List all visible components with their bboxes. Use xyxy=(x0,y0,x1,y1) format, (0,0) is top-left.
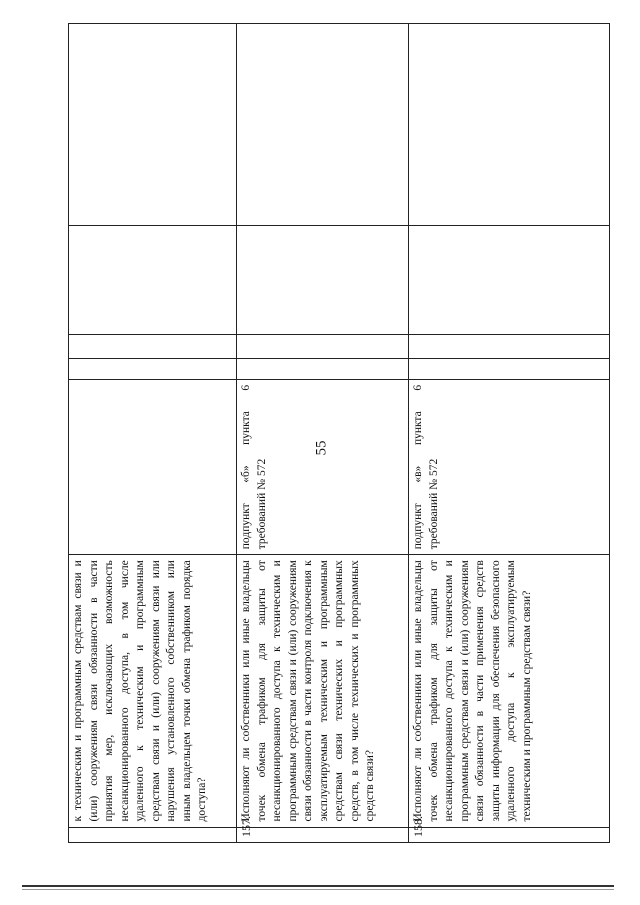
answer-cell xyxy=(409,226,610,334)
table-row xyxy=(237,24,409,843)
answer-cell xyxy=(69,226,237,334)
page-number-text: 55 xyxy=(313,440,330,456)
answer-cell xyxy=(409,359,610,380)
notes-cell xyxy=(409,24,610,226)
table-row xyxy=(69,24,237,843)
answer-cell xyxy=(237,226,409,334)
requirements-table-inner xyxy=(68,23,609,843)
question-cell: к техническим и программным средствам связи и (или) сооружениям связи обязанности в части принятия мер, исключающих возможность несанкционированного доступа, в том числе удаленного к техническим и программным средствам связи и (или) сооружениям связи или нарушения установленного собственником или иным владельцем точки обмена трафиком порядка доступа? xyxy=(69,555,237,827)
answer-cell xyxy=(237,359,409,380)
question-cell: Исполняют ли собственники или иные владельцы точек обмена трафиком для защиты от несанкционированного доступа к техническим и программным средствам связи и (или) сооружениям связи обязанности в части контроля подключения к эксплуатируемым техническим и программным средствам связи технических и программных средств, в том числе технических и программных средств связи? xyxy=(237,555,409,827)
answer-cell xyxy=(409,334,610,359)
requirements-table xyxy=(68,23,610,843)
scan-edge-line xyxy=(22,885,614,887)
reference-cell xyxy=(69,379,237,554)
answer-cell xyxy=(69,334,237,359)
reference-cell: подпункт «б» пункта 6 требований № 572 xyxy=(237,379,409,554)
scan-edge-line xyxy=(22,889,614,890)
notes-cell xyxy=(69,24,237,226)
row-number-cell xyxy=(69,827,237,842)
row-number-cell: 158. xyxy=(409,827,610,842)
notes-cell xyxy=(237,24,409,226)
question-cell: Исполняют ли собственники или иные владельцы точек обмена трафиком для защиты от несанкционированного доступа к техническим и программным средствам связи и (или) сооружениям связи обязанности в части применения средств защиты информации для обеспечения безопасного удаленного доступа к эксплуатируемым техническим и программным средствам связи? xyxy=(409,555,610,827)
row-number-cell: 157. xyxy=(237,827,409,842)
requirements-table-rotated xyxy=(68,23,609,843)
table-row xyxy=(409,24,610,843)
answer-cell xyxy=(69,359,237,380)
reference-cell: подпункт «в» пункта 6 требований № 572 xyxy=(409,379,610,554)
answer-cell xyxy=(237,334,409,359)
